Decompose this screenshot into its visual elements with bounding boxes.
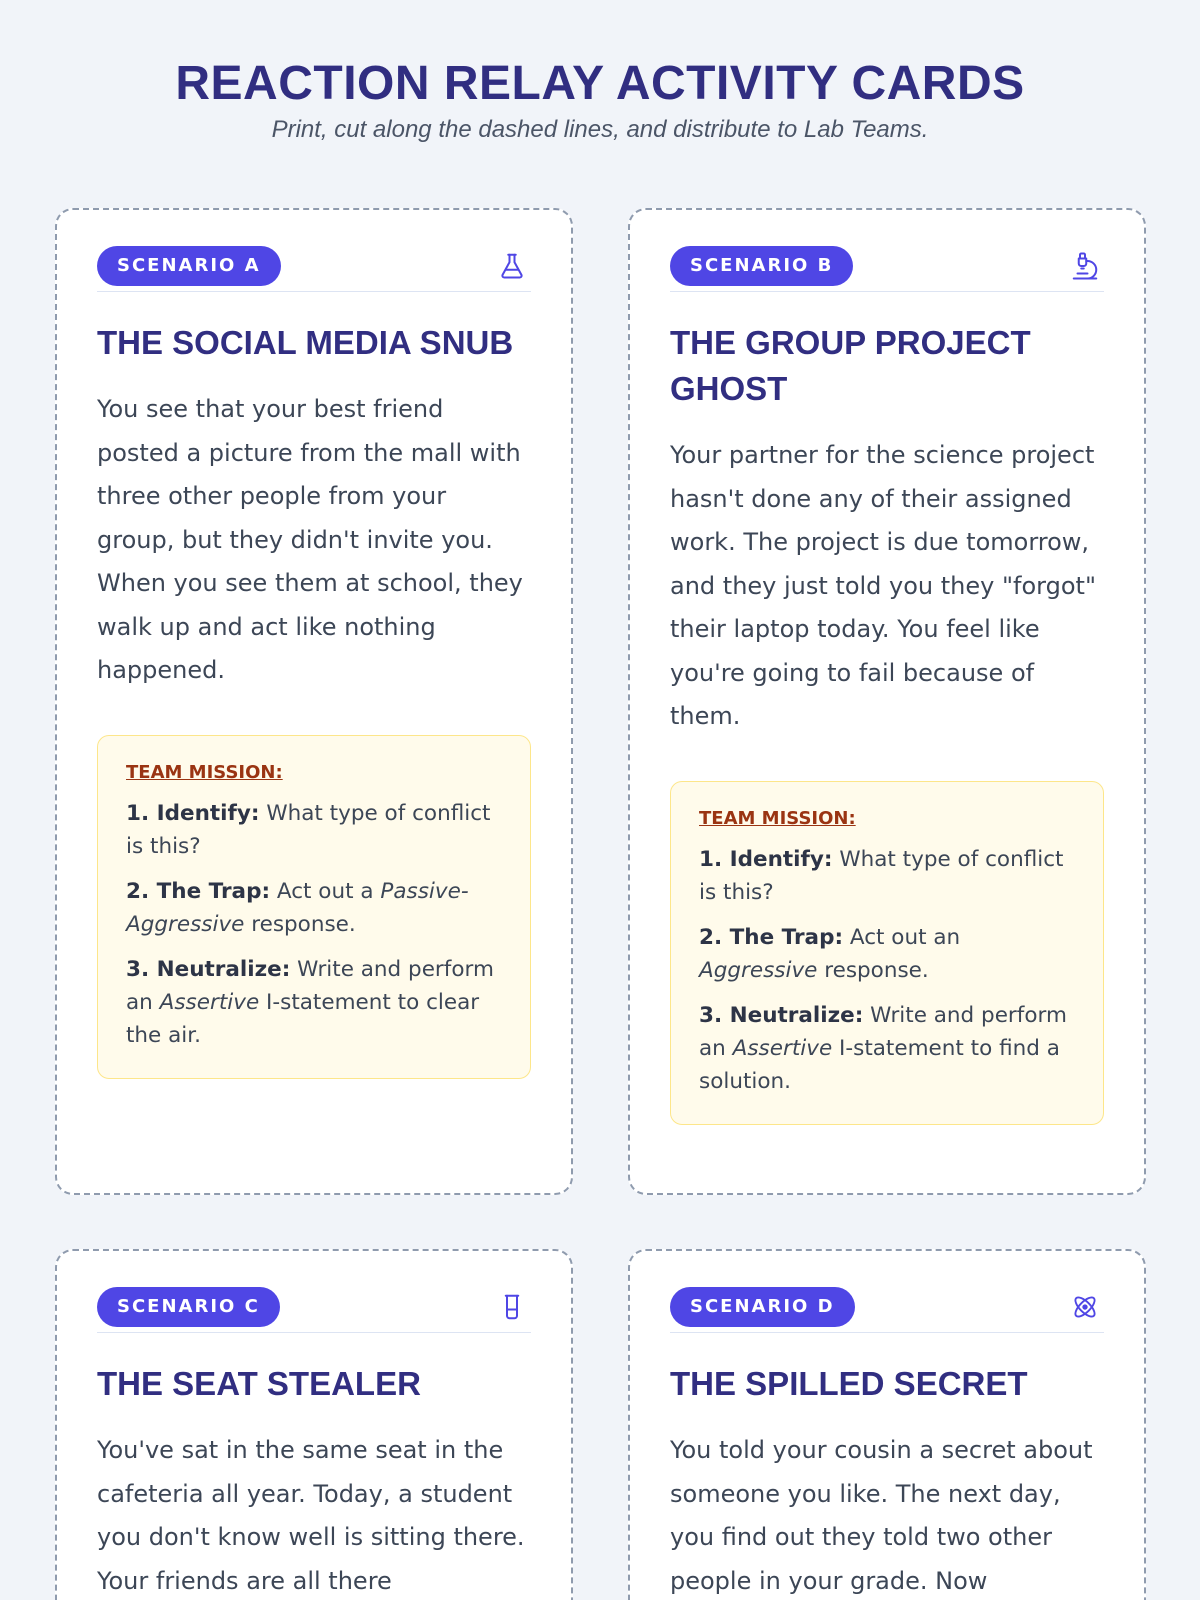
step-label: 1. Identify:	[699, 846, 833, 872]
card-title: THE SEAT STEALER	[97, 1365, 421, 1402]
atom-icon	[1070, 1292, 1100, 1322]
card-description: You've sat in the same seat in the cafeteria all year. Today, a student you don't know well is sitting there. Your friends are all there	[97, 1436, 525, 1595]
card-header	[97, 248, 531, 292]
mission-step-neutralize	[126, 953, 504, 1052]
flask-icon	[497, 251, 527, 281]
step-emphasis: Passive-Aggressive	[126, 878, 469, 937]
mission-step-identify	[699, 843, 1077, 909]
mission-step-trap	[126, 875, 504, 941]
step-label: 2. The Trap:	[126, 878, 271, 904]
mission-step-neutralize	[699, 999, 1077, 1098]
step-emphasis: Aggressive	[699, 957, 818, 983]
team-mission-box	[97, 735, 531, 1079]
step-label: 1. Identify:	[126, 800, 260, 826]
card-title: THE GROUP PROJECT GHOST	[670, 324, 1031, 407]
step-label: 2. The Trap:	[699, 924, 844, 950]
team-mission-box	[670, 781, 1104, 1125]
scenario-card-c	[55, 1249, 573, 1600]
page-header	[0, 0, 1200, 144]
beaker-icon	[497, 1292, 527, 1322]
scenario-card-b	[628, 208, 1146, 1195]
card-header	[670, 248, 1104, 292]
step-text: What type of conflict is this?	[126, 800, 491, 859]
step-text: Write and perform an	[126, 956, 494, 1015]
step-text: response.	[244, 911, 356, 937]
card-title: THE SOCIAL MEDIA SNUB	[97, 324, 514, 361]
step-text: response.	[817, 957, 929, 983]
scenario-card-a	[55, 208, 573, 1195]
scenario-badge: SCENARIO B	[670, 246, 853, 286]
card-description: You see that your best friend posted a picture from the mall with three other people from your group, but they didn't invite you. When you see them at school, they walk up and act like nothing happened.	[97, 395, 523, 684]
card-description: You told your cousin a secret about someone you like. The next day, you find out they told two other people in your grade. Now	[670, 1436, 1093, 1595]
microscope-icon	[1070, 251, 1100, 281]
step-text: I-statement to clear the air.	[126, 989, 480, 1048]
scenario-badge: SCENARIO C	[97, 1287, 280, 1327]
step-emphasis: Assertive	[732, 1035, 833, 1061]
step-text: Write and perform an	[699, 1002, 1067, 1061]
step-emphasis: Assertive	[159, 989, 260, 1015]
step-text: Act out a	[270, 878, 381, 904]
mission-title: TEAM MISSION:	[126, 761, 283, 783]
page-title: REACTION RELAY ACTIVITY CARDS	[175, 57, 1025, 110]
step-label: 3. Neutralize:	[126, 956, 291, 982]
card-title: THE SPILLED SECRET	[670, 1365, 1028, 1402]
step-text: Act out an	[843, 924, 961, 950]
step-text: What type of conflict is this?	[699, 846, 1064, 905]
mission-step-identify	[126, 797, 504, 863]
scenario-badge: SCENARIO D	[670, 1287, 855, 1327]
card-description: Your partner for the science project hasn't done any of their assigned work. The project is due tomorrow, and they just told you they "forgot" their laptop today. You feel like you're going to fail because of them.	[670, 441, 1096, 730]
step-text: I-statement to find a solution.	[699, 1035, 1060, 1094]
step-label: 3. Neutralize:	[699, 1002, 864, 1028]
card-header	[97, 1289, 531, 1333]
mission-step-trap	[699, 921, 1077, 987]
scenario-badge: SCENARIO A	[97, 246, 281, 286]
card-header	[670, 1289, 1104, 1333]
scenario-card-d	[628, 1249, 1146, 1600]
mission-title: TEAM MISSION:	[699, 807, 856, 829]
page-subtitle: Print, cut along the dashed lines, and distribute to Lab Teams.	[271, 116, 929, 143]
